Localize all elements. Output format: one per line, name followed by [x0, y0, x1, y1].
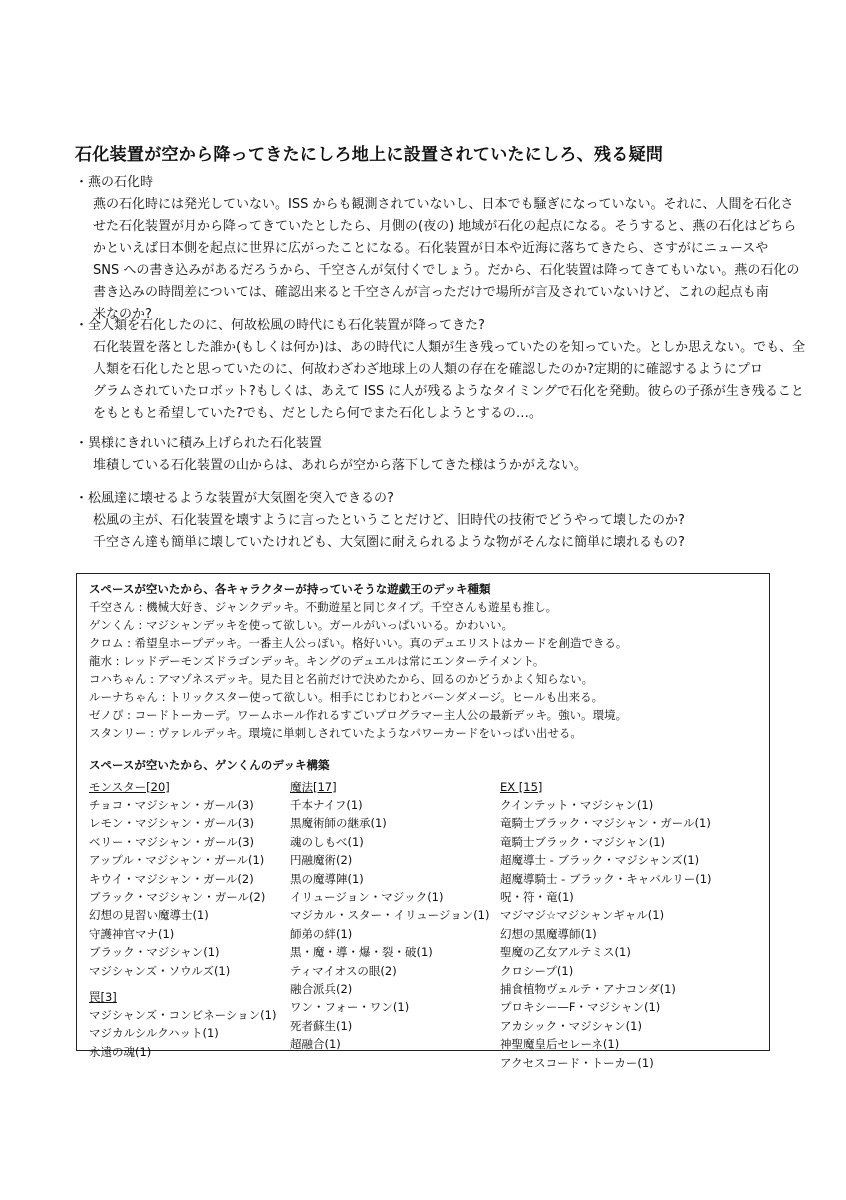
card-entry: 呪・符・竜(1) [500, 890, 574, 905]
section-body [93, 455, 775, 477]
card-entry: イリュージョン・マジック(1) [290, 890, 444, 905]
body-line: かといえば日本側を起点に世界に広がったことになる。石化装置が日本や近海に落ちてきたら、さすがにニュースや [93, 241, 769, 256]
section-heading: ・松風達に壊せるような装置が大気圏を突入できるの? [75, 491, 394, 506]
card-entry: 幻想の黒魔導師(1) [500, 926, 597, 941]
card-entry: 幻想の見習い魔導士(1) [89, 908, 209, 923]
card-entry: ワン・フォー・ワン(1) [290, 1000, 410, 1015]
character-deck-line: スタンリー : ヴァレルデッキ。環境に単刺しされていたようなパワーカードをいっぱい出せる。 [89, 726, 582, 740]
section-body [93, 194, 800, 326]
deck-notes-box [76, 573, 770, 1070]
card-entry: 円融魔術(2) [290, 853, 353, 868]
extra-deck-header: EX [15] [500, 780, 543, 794]
question-section-3 [75, 433, 775, 477]
card-entry: 黒・魔・導・爆・裂・破(1) [290, 945, 433, 960]
card-entry: キウイ・マジシャン・ガール(2) [89, 871, 254, 886]
body-line: 燕の石化時には発光していない。ISS からも観測されていないし、日本でも騒ぎになっていない。それに、人間を石化さ [93, 197, 794, 212]
body-line: SNS への書き込みがあるだろうから、千空さんが気付くでしょう。だから、石化装置は降ってきてもいない。燕の石化の [93, 263, 800, 278]
body-line: 石化装置を落とした誰か(もしくは何か)は、あの時代に人類が生き残っていたのを知っていた。としか思えない。でも、全 [93, 340, 806, 355]
card-entry: 超魔導騎士 - ブラック・キャバルリー(1) [500, 871, 712, 886]
trap-header: 罠[3] [89, 990, 117, 1005]
card-entry: 守護神官マナ(1) [89, 926, 175, 941]
extra-deck-column [500, 778, 755, 1072]
character-deck-line: 千空さん : 機械大好き、ジャンクデッキ。不動遊星と同じタイプ。千空さんも遊星も推し。 [89, 600, 558, 614]
body-line: 米なのか? [93, 307, 152, 322]
card-entry: レモン・マジシャン・ガール(3) [89, 816, 255, 831]
question-section-2 [75, 315, 806, 425]
card-entry: ティマイオスの眼(2) [290, 963, 397, 978]
card-entry: 魂のしもべ(1) [290, 834, 364, 849]
card-entry: 黒魔術師の継承(1) [290, 816, 387, 831]
card-entry: マジシャンズ・ソウルズ(1) [89, 963, 231, 978]
page-title: 石化装置が空から降ってきたにしろ地上に設置されていたにしろ、残る疑問 [75, 145, 664, 165]
card-entry: 死者蘇生(1) [290, 1018, 353, 1033]
card-entry: マジカルシルクハット(1) [89, 1026, 219, 1041]
card-entry: マジカル・スター・イリュージョン(1) [290, 908, 490, 923]
character-deck-line: ゼノぴ : コードトーカーデ。ワームホール作れるすごいプログラマー主人公の最新デッキ。強い。環境。 [89, 708, 628, 722]
card-entry: 超魔導士 - ブラック・マジシャンズ(1) [500, 853, 700, 868]
card-entry: 超融合(1) [290, 1037, 341, 1052]
monster-column [89, 778, 289, 1061]
card-entry: クロシープ(1) [500, 963, 574, 978]
character-deck-line: クロム : 希望皇ホープデッキ。一番主人公っぽい。格好いい。真のデュエリストはカードを創造できる。 [89, 636, 628, 650]
body-line: 人類を石化したと思っていたのに、何故わざわざ地球上の人類の存在を確認したのか?定期的に確認するようにプロ [93, 362, 763, 377]
section-body [93, 510, 775, 554]
character-deck-line: ルーナちゃん : トリックスター使って欲しい。相手にじわじわとバーンダメージ。ヒールも出来る。 [89, 690, 604, 704]
body-line: 書き込みの時間差については、確認出来ると千空さんが言っただけで場所が言及されていないけど、これの起点も南 [93, 285, 769, 300]
section-heading: ・燕の石化時 [75, 175, 154, 190]
section-heading: ・異様にきれいに積み上げられた石化装置 [75, 436, 323, 451]
card-entry: ブラック・マジシャン・ガール(2) [89, 890, 266, 905]
card-entry: チョコ・マジシャン・ガール(3) [89, 798, 254, 812]
spell-header: 魔法[17] [290, 780, 337, 794]
card-entry: プロキシー—F・マジシャン(1) [500, 1000, 661, 1015]
body-line: せた石化装置が月から降ってきていたとしたら、月側の(夜の) 地域が石化の起点になる。そうすると、燕の石化はどちら [93, 219, 797, 234]
card-entry: クインテット・マジシャン(1) [500, 798, 654, 812]
character-deck-line: ゲンくん : マジシャンデッキを使って欲しい。ガールがいっぱいいる。かわいい。 [89, 618, 513, 632]
body-line: 松風の主が、石化装置を壊すように言ったということだけど、旧時代の技術でどうやって壊したのか? [93, 513, 685, 528]
character-deck-line: コハちゃん : アマゾネスデッキ。見た目と名前だけで決めたから、回るのかどうかよく知らない。 [89, 672, 594, 686]
character-decks-title: スペースが空いたから、各キャラクターが持っていそうな遊戯王のデッキ種類 [89, 582, 491, 596]
card-entry: 融合派兵(2) [290, 982, 353, 997]
section-body [93, 337, 806, 425]
card-entry: 師弟の絆(1) [290, 926, 353, 941]
card-entry: 竜騎士ブラック・マジシャン・ガール(1) [500, 816, 711, 831]
body-line: グラムされていたロボット?もしくは、あえて ISS に人が残るようなタイミングで石化を発動。彼らの子孫が生き残ること [93, 384, 804, 399]
card-entry: ベリー・マジシャン・ガール(3) [89, 834, 255, 849]
spell-column [290, 778, 490, 1054]
card-entry: 聖魔の乙女アルテミス(1) [500, 945, 631, 960]
card-entry: 神聖魔皇后セレーネ(1) [500, 1037, 620, 1052]
card-entry: 捕食植物ヴェルテ・アナコンダ(1) [500, 982, 676, 997]
deck-notes-content [89, 580, 759, 1070]
card-entry: 永遠の魂(1) [89, 1044, 152, 1059]
card-entry: アカシック・マジシャン(1) [500, 1018, 642, 1033]
card-entry: ブラック・マジシャン(1) [89, 945, 220, 960]
card-entry: アップル・マジシャン・ガール(1) [89, 853, 265, 868]
character-deck-line: 龍水 : レッドデーモンズドラゴンデッキ。キングのデュエルは常にエンターテイメント。 [89, 654, 545, 668]
body-line: をもともと希望していた?でも、だとしたら何でまた石化しようとするの…。 [93, 406, 542, 421]
question-section-4 [75, 488, 775, 554]
body-line: 千空さん達も簡単に壊していたけれども、大気圏に耐えられるような物がそんなに簡単に壊れるもの? [93, 535, 685, 550]
card-entry: アクセスコード・トーカー(1) [500, 1055, 654, 1070]
card-entry: 黒の魔導陣(1) [290, 871, 364, 886]
card-entry: マジマジ☆マジシャンギャル(1) [500, 908, 665, 923]
card-entry: 竜騎士ブラック・マジシャン(1) [500, 834, 666, 849]
card-entry: マジシャンズ・コンビネーション(1) [89, 1008, 277, 1023]
question-section-1 [75, 172, 800, 326]
section-heading: ・全人類を石化したのに、何故松風の時代にも石化装置が降ってきた? [75, 318, 485, 333]
body-line: 堆積している石化装置の山からは、あれらが空から落下してきた様はうかがえない。 [93, 458, 588, 473]
monster-header: モンスター[20] [89, 780, 170, 794]
gen-deck-title: スペースが空いたから、ゲンくんのデッキ構築 [89, 758, 330, 772]
card-entry: 千本ナイフ(1) [290, 798, 363, 812]
